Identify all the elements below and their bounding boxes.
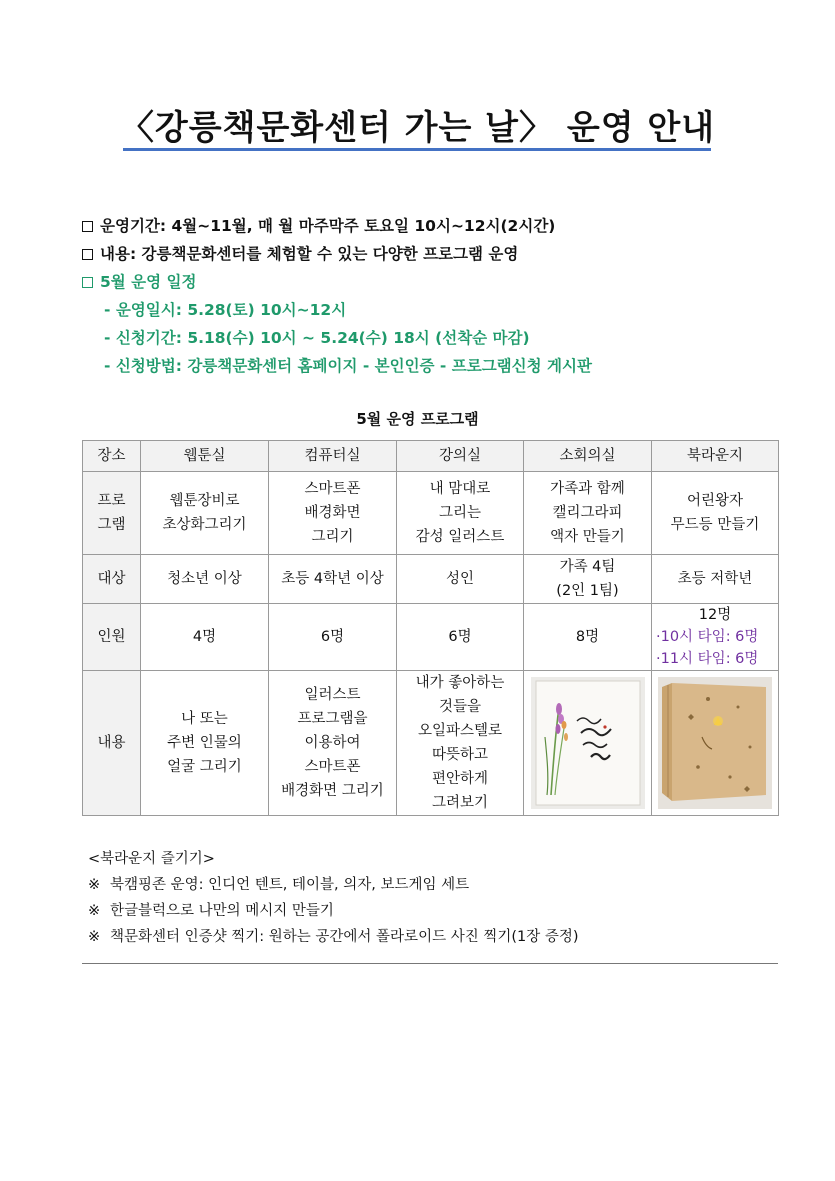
- people-time-slot: ·11시 타임: 6명: [656, 651, 759, 667]
- people-total: 12명: [698, 607, 732, 623]
- table-cell: 6명: [397, 604, 524, 671]
- booklounge-notes: [88, 846, 579, 950]
- table-cell: 성인: [397, 555, 524, 604]
- row-label: 프로 그램: [83, 472, 141, 555]
- note-item: ※ 한글블럭으로 나만의 메시지 만들기: [88, 898, 579, 924]
- row-label: 내용: [83, 671, 141, 816]
- row-label: 대상: [83, 555, 141, 604]
- checkbox-bullet-icon: [82, 277, 93, 288]
- table-title: 5월 운영 프로그램: [356, 410, 479, 428]
- table-cell: 가족 4팀 (2인 1팀): [524, 555, 652, 604]
- table-cell: 나 또는 주변 인물의 얼굴 그리기: [141, 671, 269, 816]
- header-cell: 웹툰실: [141, 441, 269, 472]
- page-title: 〈강릉책문화센터 가는 날〉 운영 안내: [119, 108, 716, 148]
- table-row-content: [83, 671, 779, 816]
- header-cell: 강의실: [397, 441, 524, 472]
- table-cell: 일러스트 프로그램을 이용하여 스마트폰 배경화면 그리기: [269, 671, 397, 816]
- table-row-program: [83, 472, 779, 555]
- people-time-slot: ·10시 타임: 6명: [656, 629, 759, 645]
- header-cell: 장소: [83, 441, 141, 472]
- header-cell: 북라운지: [652, 441, 779, 472]
- bottom-divider: [82, 963, 778, 964]
- checkbox-bullet-icon: [82, 249, 93, 260]
- moodlamp-image: [658, 677, 772, 809]
- info-schedule-title: 5월 운영 일정: [82, 268, 782, 296]
- table-cell: 내가 좋아하는 것들을 오일파스텔로 따뜻하고 편안하게 그려보기: [397, 671, 524, 816]
- schedule-item: - 운영일시: 5.28(토) 10시~12시: [104, 301, 347, 319]
- table-cell-calligraphy-photo: [524, 671, 652, 816]
- table-header-row: [83, 441, 779, 472]
- table-cell: 스마트폰 배경화면 그리기: [269, 472, 397, 555]
- schedule-item: - 신청방법: 강릉책문화센터 홈페이지 - 본인인증 - 프로그램신청 게시판: [104, 357, 592, 375]
- schedule-item: - 신청기간: 5.18(수) 10시 ~ 5.24(수) 18시 (선착순 마감): [104, 329, 530, 347]
- table-cell: 6명: [269, 604, 397, 671]
- table-cell: 4명: [141, 604, 269, 671]
- checkbox-bullet-icon: [82, 221, 93, 232]
- table-cell-moodlamp-photo: [652, 671, 779, 816]
- table-cell: 청소년 이상: [141, 555, 269, 604]
- info-period: 운영기간: 4월~11월, 매 월 마주막주 토요일 10시~12시(2시간): [82, 212, 782, 240]
- table-row-people: [83, 604, 779, 671]
- info-section: [82, 212, 782, 380]
- table-cell: 초등 저학년: [652, 555, 779, 604]
- table-cell: 내 맘대로 그리는 감성 일러스트: [397, 472, 524, 555]
- table-cell: 8명: [524, 604, 652, 671]
- note-item: ※ 책문화센터 인증샷 찍기: 원하는 공간에서 폴라로이드 사진 찍기(1장 증정): [88, 924, 579, 950]
- row-label: 인원: [83, 604, 141, 671]
- reference-mark-icon: ※: [88, 877, 101, 893]
- notes-title: <북라운지 즐기기>: [88, 851, 215, 867]
- calligraphy-frame-image: [531, 677, 645, 809]
- program-table: [82, 440, 779, 816]
- table-row-target: [83, 555, 779, 604]
- table-cell: 가족과 함께 캘리그라피 액자 만들기: [524, 472, 652, 555]
- table-cell: 웹툰장비로 초상화그리기: [141, 472, 269, 555]
- table-cell: 초등 4학년 이상: [269, 555, 397, 604]
- header-cell: 소회의실: [524, 441, 652, 472]
- reference-mark-icon: ※: [88, 929, 101, 945]
- reference-mark-icon: ※: [88, 903, 101, 919]
- table-cell-booklounge-people: [652, 604, 779, 671]
- table-cell: 어린왕자 무드등 만들기: [652, 472, 779, 555]
- note-item: ※ 북캠핑존 운영: 인디언 텐트, 테이블, 의자, 보드게임 세트: [88, 872, 579, 898]
- title-underline: [123, 148, 711, 151]
- info-content: 내용: 강릉책문화센터를 체험할 수 있는 다양한 프로그램 운영: [82, 240, 782, 268]
- header-cell: 컴퓨터실: [269, 441, 397, 472]
